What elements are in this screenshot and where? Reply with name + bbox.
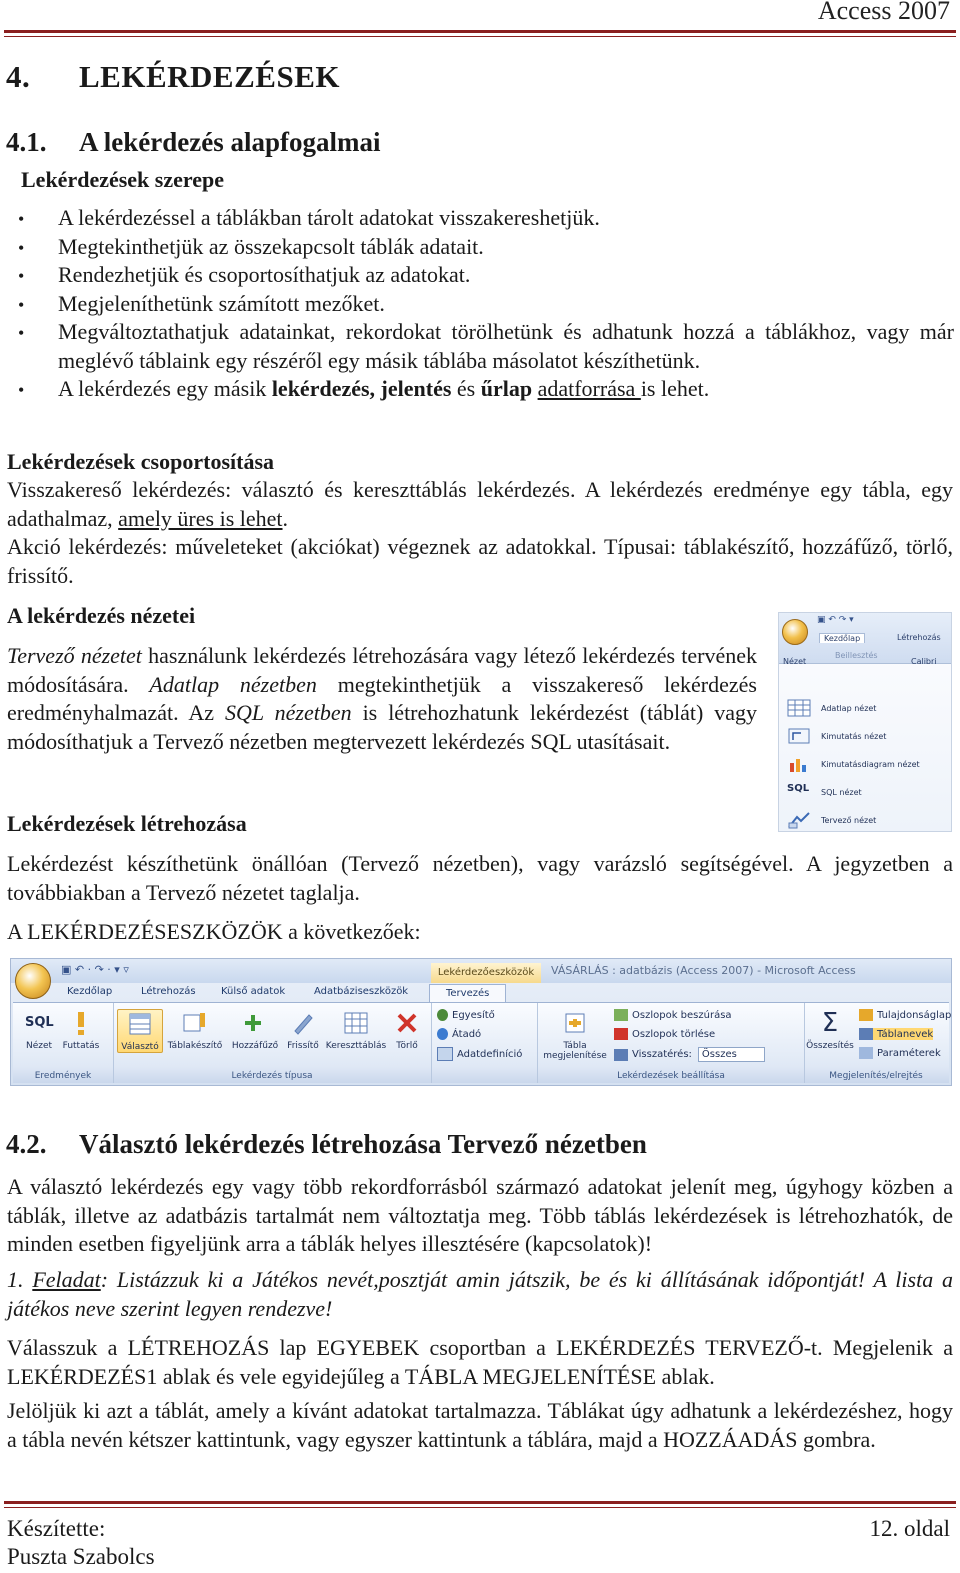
role-bullet-list xyxy=(0,204,954,404)
datasheet-icon xyxy=(787,699,811,717)
return-value-select[interactable]: Összes xyxy=(698,1047,765,1062)
button-label: Törlő xyxy=(396,1041,418,1051)
return-combo[interactable] xyxy=(614,1047,765,1062)
select-query-button[interactable] xyxy=(117,1009,163,1053)
group-label: Lekérdezés típusa xyxy=(231,1071,313,1081)
run-button[interactable] xyxy=(59,1009,103,1051)
text-run: is létrehozhatunk lekérdezést (táblát) vagy módosíthatjuk a Tervező nézetben megtervezett lekérdezés SQL utasításait. xyxy=(7,700,757,754)
italic-term: SQL nézetben xyxy=(224,700,352,725)
button-label: Nézet xyxy=(25,1041,53,1051)
menu-item-sql-view[interactable] xyxy=(787,781,862,803)
group-label: Lekérdezések beállítása xyxy=(617,1071,725,1081)
tab-external-data[interactable]: Külső adatok xyxy=(221,986,286,997)
text-run: és xyxy=(451,376,481,401)
union-icon xyxy=(437,1009,448,1021)
subheading-grouping: Lekérdezések csoportosítása xyxy=(7,449,275,474)
subheading-create: Lekérdezések létrehozása xyxy=(7,811,247,836)
button-label: Táblakészítő xyxy=(167,1041,223,1051)
make-table-icon xyxy=(181,1009,209,1037)
chapter-title: LEKÉRDEZÉSEK xyxy=(79,59,340,94)
show-table-button[interactable] xyxy=(542,1009,608,1061)
section-heading-4-1 xyxy=(6,126,380,158)
font-name: Calibri xyxy=(911,657,937,666)
table-names-button[interactable] xyxy=(859,1028,933,1040)
group-results xyxy=(13,1003,114,1083)
update-icon xyxy=(289,1009,317,1037)
text-run: megtekinthetjük a visszakereső lekérdezés eredményhalmazát. Az xyxy=(7,671,757,725)
bold-term: űrlap xyxy=(480,376,533,401)
subheading-role: Lekérdezések szerepe xyxy=(21,167,225,192)
menu-item-label: Kimutatásdiagram nézet xyxy=(821,759,920,769)
footer-page-number: 12. oldal xyxy=(869,1516,950,1541)
window-title: VÁSÁRLÁS : adatbázis (Access 2007) - Microsoft Access xyxy=(551,964,856,977)
ribbon-tabs xyxy=(11,984,951,1002)
footer-made-by: Készítette: xyxy=(7,1516,106,1541)
paragraph-tools: A LEKÉRDEZÉSESZKÖZÖK a következőek: xyxy=(7,919,421,944)
menu-item-label: SQL nézet xyxy=(821,787,862,797)
button-label: Oszlopok törlése xyxy=(632,1028,716,1040)
ribbon-body xyxy=(13,1002,952,1083)
crosstab-icon xyxy=(342,1009,370,1037)
hyperlink-data-source[interactable]: adatforrása xyxy=(537,376,641,401)
section-heading-4-2 xyxy=(6,1128,647,1160)
section-number: 4.2. xyxy=(6,1129,47,1159)
text-run: . xyxy=(282,505,289,531)
tab-design[interactable]: Tervezés xyxy=(429,984,506,1003)
paragraph-views xyxy=(7,642,757,756)
button-label: Frissítő xyxy=(287,1041,319,1051)
paste-label: Beillesztés xyxy=(835,651,878,660)
text-run: , xyxy=(369,376,381,401)
section-title: A lekérdezés alapfogalmai xyxy=(79,127,381,157)
chapter-heading xyxy=(6,58,340,96)
insert-rows-icon xyxy=(614,1009,628,1021)
menu-item-pivot-chart-view[interactable] xyxy=(787,753,920,775)
bullet-item: • Rendezhetjük és csoportosíthatjuk az adatokat. xyxy=(0,261,954,290)
section-title: Választó lekérdezés létrehozása Tervező nézetben xyxy=(79,1129,647,1159)
text-run: A lekérdezés egy másik xyxy=(58,376,272,401)
data-definition-icon xyxy=(437,1047,453,1061)
append-button[interactable] xyxy=(229,1009,281,1051)
menu-item-label: Kimutatás nézet xyxy=(821,731,887,741)
bullet-item: • A lekérdezéssel a táblákban tárolt adatokat visszakereshetjük. xyxy=(0,204,954,233)
combo-label: Visszatérés: xyxy=(632,1049,692,1060)
pivot-chart-icon xyxy=(787,755,811,773)
footer-rule xyxy=(4,1501,956,1508)
data-definition-button[interactable] xyxy=(437,1047,522,1061)
show-table-icon xyxy=(561,1009,589,1037)
menu-item-datasheet-view[interactable] xyxy=(787,697,876,719)
append-icon xyxy=(241,1009,269,1037)
view-button-label[interactable]: Nézet xyxy=(783,657,807,666)
office-button-icon[interactable] xyxy=(782,619,808,645)
tab-create[interactable]: Létrehozás xyxy=(897,633,941,642)
button-label: Tulajdonságlap xyxy=(877,1009,952,1021)
globe-icon xyxy=(437,1028,448,1040)
button-label: Összesítés xyxy=(806,1041,854,1051)
delete-icon xyxy=(393,1009,421,1037)
pass-through-button[interactable] xyxy=(437,1028,481,1040)
bold-term: lekérdezés xyxy=(271,376,370,401)
design-view-icon xyxy=(787,811,811,829)
table-names-icon xyxy=(859,1028,873,1040)
button-label: Választó xyxy=(121,1042,159,1052)
menu-item-label: Adatlap nézet xyxy=(821,703,877,713)
sql-icon: SQL xyxy=(787,783,810,794)
task-paragraph xyxy=(7,1266,953,1323)
group-query-type xyxy=(113,1003,432,1083)
ribbon-title-bar xyxy=(11,959,951,983)
group-query-setup xyxy=(537,1003,805,1083)
bullet-item: • Megtekinthetjük az összekapcsolt táblák adatait. xyxy=(0,233,954,262)
select-query-icon xyxy=(126,1010,154,1038)
paragraph-grouping-2: Akció lekérdezés: műveleteket (akciókat) végeznek az adatokkal. Típusai: táblakészítő, hozzáfűző, törlő, frissítő. xyxy=(7,534,953,588)
totals-button[interactable] xyxy=(805,1009,855,1051)
group-label: Eredmények xyxy=(34,1071,92,1081)
button-label: Átadó xyxy=(452,1028,482,1040)
text-run: is lehet. xyxy=(640,376,710,401)
quick-access-toolbar[interactable]: ▣ ↶ ↷ ▾ xyxy=(817,615,854,625)
button-label: Tábla megjelenítése xyxy=(543,1041,607,1061)
tab-database-tools[interactable]: Adatbáziseszközök xyxy=(314,986,409,997)
button-label: Adatdefiníció xyxy=(457,1048,523,1060)
header-rule xyxy=(4,30,956,37)
tab-home[interactable]: Kezdőlap xyxy=(819,633,865,643)
context-tab-query-tools: Lekérdezőeszközök xyxy=(431,963,541,983)
group-show-hide xyxy=(803,1003,952,1083)
button-label: Paraméterek xyxy=(877,1047,941,1059)
union-button[interactable] xyxy=(437,1009,495,1021)
query-tools-ribbon-screenshot xyxy=(10,958,952,1086)
text-run: használunk lekérdezés létrehozására vagy létező lekérdezés tervének módosítására. xyxy=(7,643,757,697)
task-text: : Listázzuk ki a Játékos nevét,posztját amin játszik, be és ki állításának időpontját! A lista a játékos neve szerint legyen rendezve! xyxy=(7,1267,954,1321)
paragraph-create: Lekérdezést készíthetünk önállóan (Tervező nézetben), vagy varázsló segítségével. A jegyzetben a továbbiakban a Tervező nézetet taglalja. xyxy=(7,851,953,905)
button-label: Hozzáfűző xyxy=(231,1041,279,1051)
paragraph-select-query: A választó lekérdezés egy vagy több rekordforrásból származó adatokat jelenít meg, úgyhogy közben a táblák, illetve az adatbázis tartalmát nem változtatja meg. Több táblás lekérdezések is létrehozhatók, de minden esetben figyeljünk arra a táblák helyes illesztésére (kapcsolatok)! xyxy=(7,1174,953,1256)
insert-rows-button[interactable] xyxy=(614,1009,732,1021)
run-icon xyxy=(67,1009,95,1037)
parameters-icon xyxy=(859,1047,873,1059)
paragraph-steps-1: Válasszuk a LÉTREHOZÁS lap EGYEBEK csoportban a LEKÉRDEZÉS TERVEZŐ-t. Megjelenik a LEKÉRDEZÉS1 ablak és vele egyidejűleg a TÁBLA MEGJELENÍTÉSE ablak. xyxy=(7,1335,953,1389)
quick-access-toolbar[interactable]: ▣ ↶ · ↷ · ▾ ▿ xyxy=(61,963,129,976)
subheading-views: A lekérdezés nézetei xyxy=(7,603,196,628)
menu-item-design-view[interactable] xyxy=(787,809,876,831)
return-icon xyxy=(614,1049,628,1061)
update-button[interactable] xyxy=(283,1009,323,1051)
parameters-button[interactable] xyxy=(859,1047,941,1059)
hyperlink-empty[interactable]: amely üres is lehet xyxy=(118,505,283,531)
paragraph-steps-2: Jelöljük ki azt a táblát, amely a kívánt adatokat tartalmazza. Táblákat úgy adhatunk a lekérdezéshez, hogy a tábla nevén kétszer kattintunk, vagy egyszer kattintunk a táblára, majd a HOZZÁADÁS gombra. xyxy=(7,1398,953,1452)
text-run: Visszakereső lekérdezés: választó és kereszttáblás lekérdezés. A lekérdezés eredménye egy tábla, egy adathalmaz, xyxy=(7,477,953,531)
italic-term: Adatlap nézetben xyxy=(149,671,317,697)
bold-term: jelentés xyxy=(380,376,452,401)
button-label: Táblanevek xyxy=(877,1028,934,1040)
chapter-number: 4. xyxy=(6,59,31,94)
delete-columns-button[interactable] xyxy=(614,1028,715,1040)
task-label: Feladat xyxy=(32,1267,101,1292)
button-label: Futtatás xyxy=(62,1041,100,1051)
menu-item-label: Tervező nézet xyxy=(821,815,877,825)
property-sheet-icon xyxy=(859,1009,873,1021)
paragraph-grouping-1 xyxy=(7,476,953,533)
bullet-item xyxy=(0,375,954,404)
italic-term: Tervező nézetet xyxy=(7,643,142,668)
button-label: Egyesítő xyxy=(452,1009,495,1021)
sql-icon: SQL xyxy=(25,1015,54,1030)
section-number: 4.1. xyxy=(6,127,47,157)
button-label: Kereszttáblás xyxy=(325,1041,387,1051)
make-table-button[interactable] xyxy=(165,1009,225,1051)
group-label: Megjelenítés/elrejtés xyxy=(829,1071,923,1081)
bullet-item: • Megjeleníthetünk számított mezőket. xyxy=(0,290,954,319)
button-label: Oszlopok beszúrása xyxy=(632,1009,732,1021)
property-sheet-button[interactable] xyxy=(859,1009,951,1021)
bullet-item: • Megváltoztathatjuk adatainkat, rekordokat törölhetünk és adhatunk hozzá a táblákhoz, vagy már meglévő táblaink egy részéről egy másik táblába másolatot készíthetünk. xyxy=(0,318,954,375)
running-header-title: Access 2007 xyxy=(817,0,950,25)
crosstab-button[interactable] xyxy=(325,1009,387,1051)
view-button[interactable] xyxy=(17,1009,61,1051)
task-number: 1. xyxy=(7,1267,24,1292)
views-menu-screenshot xyxy=(778,612,952,832)
footer-author: Puszta Szabolcs xyxy=(7,1544,155,1569)
pivot-table-icon xyxy=(787,727,811,745)
menu-item-pivot-view[interactable] xyxy=(787,725,886,747)
sigma-icon: Σ xyxy=(821,1008,839,1038)
delete-columns-icon xyxy=(614,1028,628,1040)
tab-home[interactable]: Kezdőlap xyxy=(67,986,113,997)
delete-button[interactable] xyxy=(389,1009,425,1051)
tab-create[interactable]: Létrehozás xyxy=(141,986,196,997)
